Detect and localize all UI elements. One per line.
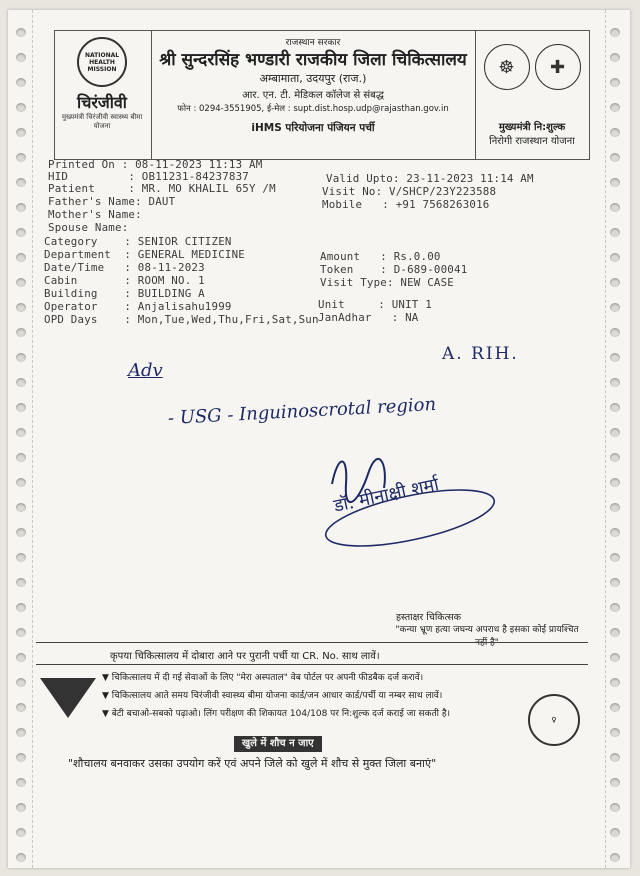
valid-upto-field: Valid Upto: 23-11-2023 11:14 AM	[326, 172, 534, 185]
government-label: राजस्थान सरकार	[285, 38, 341, 48]
footer-bullet-card: ▼ चिकित्सालय आते समय चिरंजीवी स्वास्थ्य बीमा योजना कार्ड/जन आधार कार्ड/पर्ची या नम्बर साथ लावें।	[102, 691, 443, 701]
perforation-hole	[16, 603, 26, 612]
perforation-hole	[610, 453, 620, 462]
chiranjeevi-logo	[55, 91, 149, 131]
janadhar-field: JanAdhar : NA	[318, 311, 419, 324]
handwritten-usg-note: - USG - Inguinoscrotal region	[167, 393, 437, 429]
perforation-hole	[16, 553, 26, 562]
scheme-label	[479, 121, 585, 149]
perforation-hole	[16, 503, 26, 512]
perforation-hole	[610, 78, 620, 87]
perforation-hole	[16, 378, 26, 387]
perforation-hole	[16, 453, 26, 462]
perforation-hole	[16, 103, 26, 112]
perforation-hole	[610, 53, 620, 62]
perforation-hole	[16, 803, 26, 812]
perforation-hole	[16, 78, 26, 87]
nhm-logo-text: NATIONAL HEALTH MISSION	[84, 51, 120, 73]
perforation-hole	[610, 428, 620, 437]
spouse-name-field: Spouse Name:	[48, 221, 129, 234]
revisit-instruction: कृपया चिकित्सालय में दोबारा आने पर पुरानी पर्ची या CR. No. साथ लावें।	[110, 651, 380, 662]
perforation-hole	[610, 353, 620, 362]
perforation-hole	[16, 728, 26, 737]
category-field: Category : SENIOR CITIZEN	[44, 235, 232, 248]
emblem-row	[481, 39, 583, 95]
perforation-hole	[610, 128, 620, 137]
perforation-hole	[16, 853, 26, 862]
perforation-hole	[16, 53, 26, 62]
patient-field: Patient : MR. MO KHALIL 65Y /M	[48, 182, 276, 195]
handwritten-diagnosis: A. RIH.	[442, 344, 519, 364]
perforation-hole	[610, 478, 620, 487]
slip-footer	[28, 642, 588, 782]
cabin-field: Cabin : ROOM NO. 1	[44, 274, 205, 287]
footer-bullet-feedback: ▼ चिकित्सालय में दी गई सेवाओं के लिए "मेरा अस्पताल" वेब पोर्टल पर अपनी फीडबैक दर्ज करावें।	[102, 673, 424, 683]
perforation-hole	[610, 603, 620, 612]
female-foeticide-quote: "कन्या भ्रूण हत्या जघन्य अपराध है इसका कोई प्रायश्चित नहीं है"	[395, 625, 579, 648]
perforation-hole	[610, 378, 620, 387]
operator-field: Operator : Anjalisahu1999	[44, 300, 232, 313]
scheme-line-1: मुख्यमंत्री नि:शुल्क	[498, 122, 566, 133]
mobile-field: Mobile : +91 7568263016	[322, 198, 490, 211]
perforation-hole	[610, 503, 620, 512]
perforation-hole	[16, 128, 26, 137]
perforation-hole	[16, 778, 26, 787]
father-name-field: Father's Name: DAUT	[48, 195, 176, 208]
rajasthan-emblem-icon: ☸	[484, 44, 530, 90]
right-tear-line	[605, 10, 606, 868]
visit-type-field: Visit Type: NEW CASE	[320, 276, 455, 289]
hospital-contact: फोन : 0294-3551905, ई-मेल : supt.dist.hosp.udp@rajasthan.gov.in	[177, 104, 449, 114]
perforation-hole	[610, 853, 620, 862]
nhm-logo	[61, 37, 143, 91]
beti-bachao-logo-icon: ♀	[528, 694, 580, 746]
hospital-affiliation: आर. एन. टी. मेडिकल कॉलेज से संबद्ध	[242, 90, 384, 101]
perforation-hole	[610, 28, 620, 37]
perforation-hole	[16, 828, 26, 837]
perforation-hole	[610, 253, 620, 262]
perforation-hole	[16, 353, 26, 362]
perforation-hole	[16, 253, 26, 262]
date-time-field: Date/Time : 08-11-2023	[44, 261, 205, 274]
perforation-hole	[610, 628, 620, 637]
hid-field: HID : OB11231-84237837	[48, 170, 250, 183]
perforation-hole	[16, 628, 26, 637]
handwritten-advice: Adv	[128, 360, 163, 381]
hospital-name: श्री सुन्दरसिंह भण्डारी राजकीय जिला चिकित्सालय	[159, 50, 467, 70]
perforation-hole	[610, 578, 620, 587]
family-welfare-triangle-icon	[40, 678, 96, 718]
footer-second-rule	[36, 664, 588, 665]
perforation-hole	[610, 653, 620, 662]
perforation-hole	[16, 228, 26, 237]
perforation-hole	[610, 678, 620, 687]
nhm-logo-icon	[77, 37, 127, 87]
perforation-hole	[16, 653, 26, 662]
perforation-hole	[610, 528, 620, 537]
perforation-hole	[610, 303, 620, 312]
mother-name-field: Mother's Name:	[48, 208, 142, 221]
perforation-hole	[610, 178, 620, 187]
perforation-hole	[16, 303, 26, 312]
perforation-hole	[610, 753, 620, 762]
perforation-hole	[610, 153, 620, 162]
perforation-hole	[610, 103, 620, 112]
doctor-stamp-name: डॉ. मीनाक्षी शर्मा	[331, 474, 441, 517]
perforation-hole	[16, 403, 26, 412]
doctor-signature-caption: हस्ताक्षर चिकित्सक	[396, 612, 462, 623]
perforation-hole	[610, 728, 620, 737]
perforation-hole	[16, 153, 26, 162]
perforation-hole	[16, 678, 26, 687]
visit-no-field: Visit No: V/SHCP/23Y223588	[322, 185, 497, 198]
hospital-location: अम्बामाता, उदयपुर (राज.)	[259, 72, 367, 85]
right-perforation-strip	[608, 20, 624, 858]
unit-field: Unit : UNIT 1	[318, 298, 432, 311]
ihms-slip-title: iHMS परियोजना पंजियन पर्ची	[251, 122, 375, 134]
perforation-hole	[610, 778, 620, 787]
perforation-hole	[16, 578, 26, 587]
perforation-hole	[16, 178, 26, 187]
department-field: Department : GENERAL MEDICINE	[44, 248, 246, 261]
perforation-hole	[610, 328, 620, 337]
perforation-hole	[16, 753, 26, 762]
medical-cross-icon: ✚	[535, 44, 581, 90]
perforation-hole	[610, 703, 620, 712]
perforation-hole	[16, 703, 26, 712]
perforation-hole	[610, 828, 620, 837]
chiranjeevi-subtitle: मुख्यमंत्री चिरंजीवी स्वास्थ्य बीमा योजना	[61, 113, 143, 130]
opd-days-field: OPD Days : Mon,Tue,Wed,Thu,Fri,Sat,Sun	[44, 313, 319, 326]
token-field: Token : D-689-00041	[320, 263, 468, 276]
footer-bullet-beti: ▼ बेटी बचाओ-सबको पढ़ाओ। लिंग परीक्षण की शिकायत 104/108 पर नि:शुल्क दर्ज कराई जा सकती है।	[102, 709, 451, 719]
header-divider-right	[475, 31, 476, 159]
header-divider-left	[151, 31, 152, 159]
printed-on: Printed On : 08-11-2023 11:13 AM	[48, 158, 263, 171]
perforation-hole	[16, 428, 26, 437]
amount-field: Amount : Rs.0.00	[320, 250, 441, 263]
hospital-header	[54, 30, 590, 160]
perforation-hole	[16, 278, 26, 287]
perforation-hole	[16, 328, 26, 337]
perforation-hole	[610, 403, 620, 412]
perforation-hole	[610, 553, 620, 562]
scheme-line-2: निरोगी राजस्थान योजना	[489, 136, 575, 147]
footer-top-rule	[36, 642, 588, 643]
perforation-hole	[610, 278, 620, 287]
chiranjeevi-title: चिरंजीवी	[77, 93, 127, 112]
perforation-hole	[16, 528, 26, 537]
building-field: Building : BUILDING A	[44, 287, 205, 300]
perforation-hole	[16, 28, 26, 37]
perforation-hole	[16, 203, 26, 212]
perforation-hole	[610, 228, 620, 237]
perforation-hole	[610, 203, 620, 212]
perforation-hole	[16, 478, 26, 487]
sanitation-slogan: "शौचालय बनवाकर उसका उपयोग करें एवं अपने जिले को खुले में शौच से मुक्त जिला बनाएं"	[68, 757, 437, 770]
perforation-hole	[610, 803, 620, 812]
open-defecation-banner: खुले में शौच न जाए	[234, 736, 322, 752]
